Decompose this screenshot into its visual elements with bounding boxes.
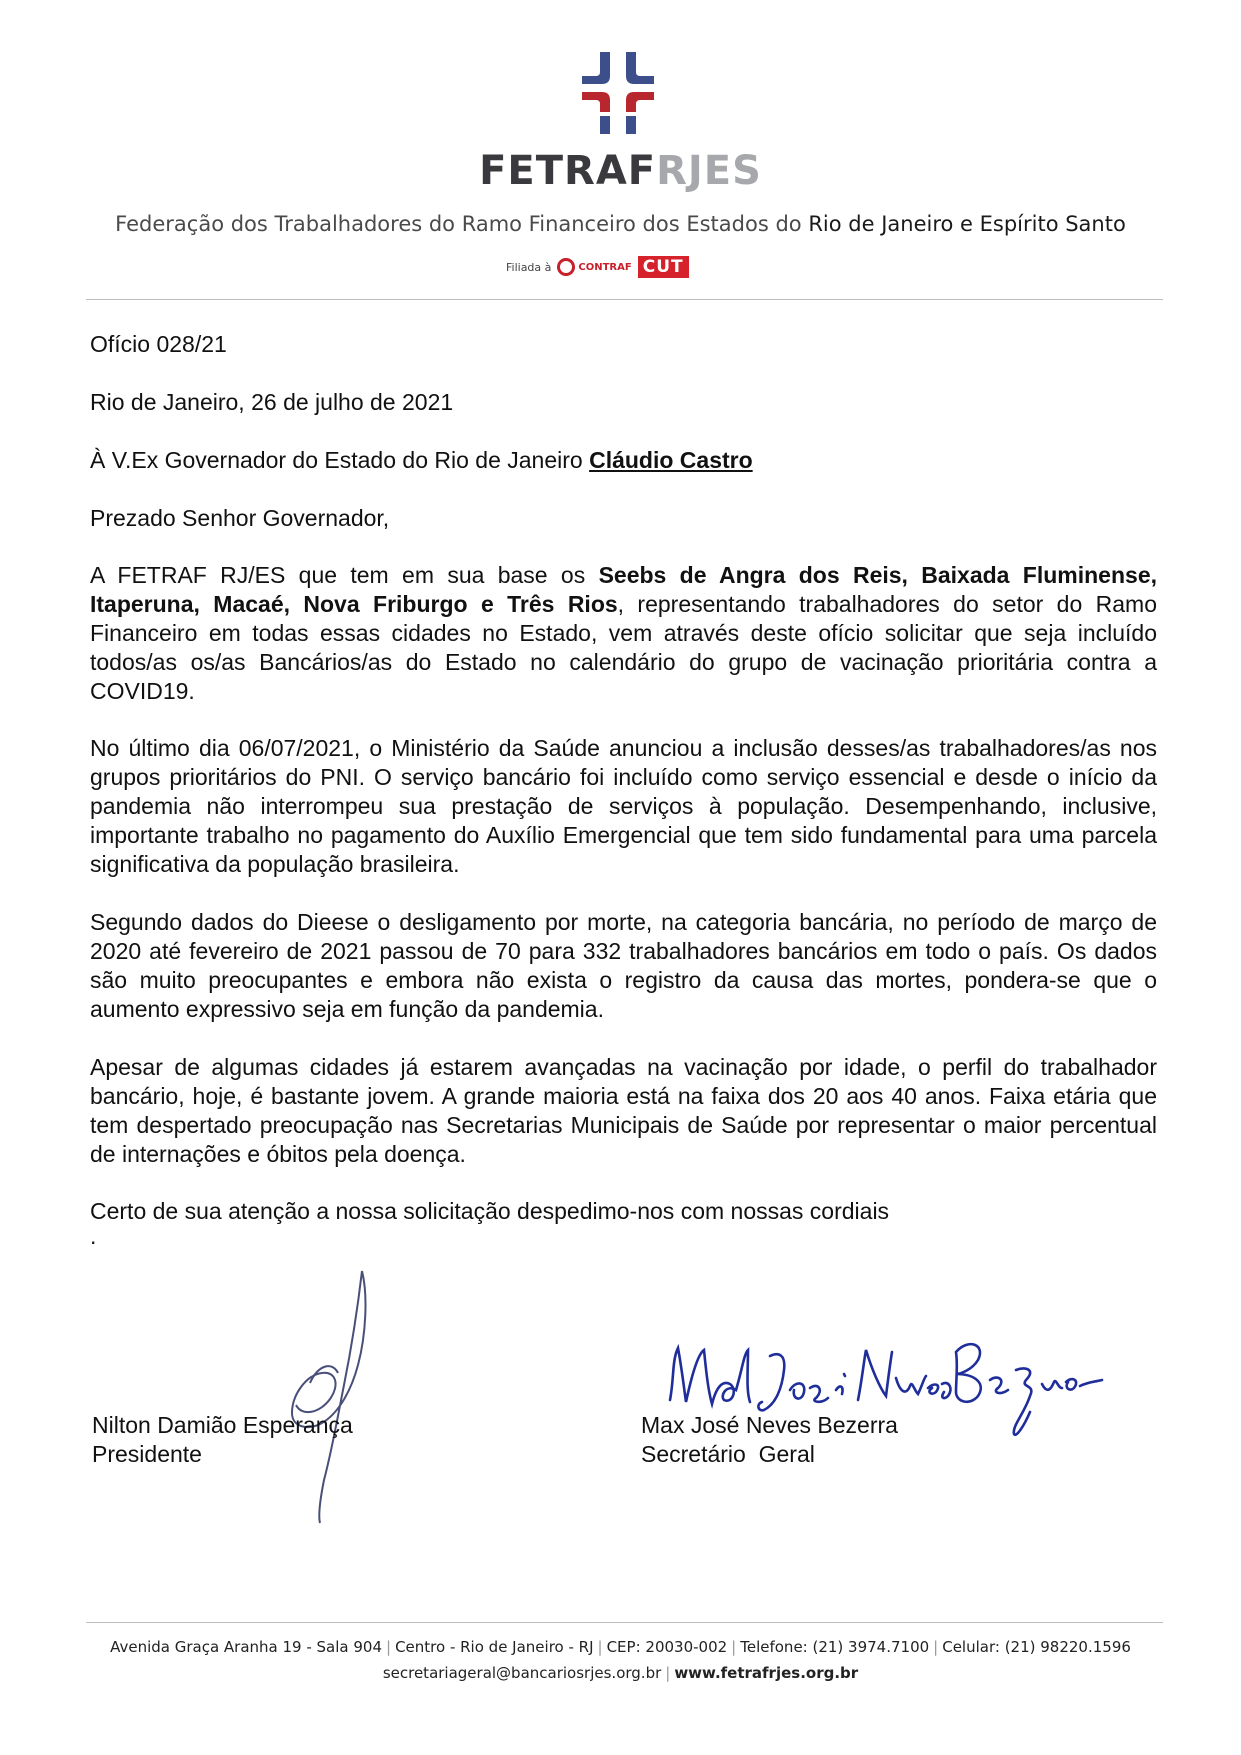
paragraph-3: Segundo dados do Dieese o desligamento por morte, na categoria bancária, no período de março de 2020 até fevereiro de 2021 passou de 70 para 332 trabalhadores bancários em todo o país. Os dados são muito preocupantes e embora não exista o registro da causa das mortes, pondera-se que o aumento expressivo seja em função da pandemia.: [90, 909, 1157, 1022]
federation-name: [0, 212, 1241, 236]
footer-email[interactable]: secretariageral@bancariosrjes.org.br: [382, 1664, 662, 1682]
affiliation-row: [506, 254, 689, 280]
paragraph-1: [90, 561, 1157, 706]
contraf-logo: [557, 258, 631, 276]
recipient-name: Cláudio Castro: [589, 447, 753, 473]
footer-separator: |: [933, 1638, 939, 1656]
recipient-line: [90, 446, 1157, 475]
footer-web-line: [0, 1664, 1241, 1682]
president-signature: [240, 1265, 410, 1530]
contraf-label: CONTRAF: [578, 261, 632, 273]
footer-divider: [86, 1622, 1163, 1623]
paragraph-4: Apesar de algumas cidades já estarem avançadas na vacinação por idade, o perfil do trabalhador bancário, hoje, é bastante jovem. A grande maioria está na faixa dos 20 aos 40 anos. Faixa etária que tem despertado preocupação nas Secretarias Municipais de Saúde por representar o maior percentual de internações e óbitos pela doença.: [90, 1054, 1157, 1167]
letter-ref: Ofício 028/21: [90, 331, 227, 357]
brand-wordmark: [0, 148, 1241, 194]
footer-district: Centro - Rio de Janeiro - RJ: [395, 1638, 594, 1656]
closing-dot: .: [90, 1223, 97, 1249]
recipient-prefix: À V.Ex Governador do Estado do Rio de Janeiro: [90, 447, 583, 473]
closing: Certo de sua atenção a nossa solicitação despedimo-nos com nossas cordiais: [90, 1198, 890, 1224]
greeting: Prezado Senhor Governador,: [90, 505, 390, 531]
footer-contact-line: [0, 1638, 1241, 1656]
president-title: Presidente: [92, 1441, 202, 1467]
paragraph-1-bold: Seebs de Angra dos Reis, Baixada Fluminense, Itaperuna, Macaé, Nova Friburgo e Três Rios: [90, 562, 1157, 617]
footer-website[interactable]: www.fetrafrjes.org.br: [674, 1664, 859, 1682]
footer-separator: |: [731, 1638, 737, 1656]
cut-logo: CUT: [638, 256, 689, 278]
footer-phone: Telefone: (21) 3974.7100: [740, 1638, 930, 1656]
affiliated-label: Filiada à: [506, 260, 552, 274]
contraf-ring-icon: [557, 258, 575, 276]
footer-separator: |: [386, 1638, 392, 1656]
president-name: Nilton Damião Esperança: [92, 1412, 353, 1438]
fetraf-logo-icon: [574, 52, 662, 134]
paragraph-1-intro: A FETRAF RJ/ES que tem em sua base os: [90, 562, 586, 588]
paragraph-1-rest: , representando trabalhadores do setor do Ramo Financeiro em todas essas cidades no Estado, vem através deste ofício solicitar que seja incluído todos/as os/as Bancários/as do Estado no calendário do grupo de vacinação prioritária contra a COVID19.: [90, 591, 1157, 704]
footer-mobile: Celular: (21) 98220.1596: [942, 1638, 1131, 1656]
brand-part-1: FETRAF: [479, 148, 657, 194]
header-divider: [86, 299, 1163, 300]
paragraph-2: No último dia 06/07/2021, o Ministério da Saúde anunciou a inclusão desses/as trabalhadores/as nos grupos prioritários do PNI. O serviço bancário foi incluído como serviço essencial e desde o início da pandemia não interrompeu sua prestação de serviços à população. Desempenhando, inclusive, importante trabalho no pagamento do Auxílio Emergencial que tem sido fundamental para uma parcela significativa da população brasileira.: [90, 735, 1157, 877]
secretary-title: Secretário Geral: [641, 1441, 815, 1467]
federation-suffix: Rio de Janeiro e Espírito Santo: [808, 212, 1126, 236]
footer-address: Avenida Graça Aranha 19 - Sala 904: [110, 1638, 383, 1656]
place-date: Rio de Janeiro, 26 de julho de 2021: [90, 389, 454, 415]
footer-separator: |: [597, 1638, 603, 1656]
federation-prefix: Federação dos Trabalhadores do Ramo Financeiro dos Estados do: [115, 212, 802, 236]
secretary-name: Max José Neves Bezerra: [641, 1412, 898, 1438]
brand-part-2: RJES: [656, 148, 762, 194]
footer-cep: CEP: 20030-002: [606, 1638, 728, 1656]
footer-separator: |: [665, 1664, 671, 1682]
